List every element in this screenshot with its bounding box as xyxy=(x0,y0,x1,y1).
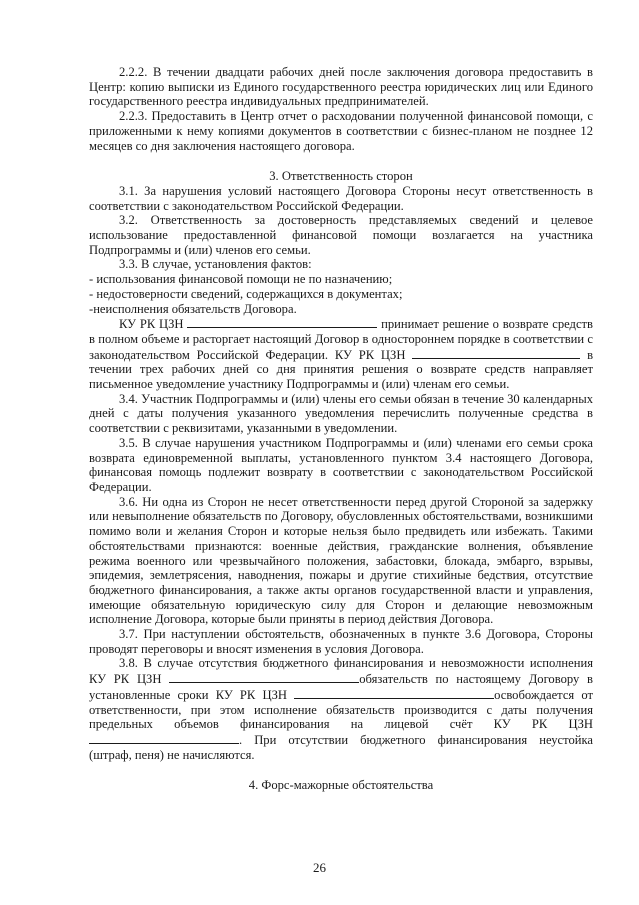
list-item: - недостоверности сведений, содержащихся в документах; xyxy=(89,286,403,301)
org-name: КУ РК ЦЗН xyxy=(119,317,184,332)
fill-in-blank xyxy=(89,732,239,744)
list-item: - использования финансовой помощи не по назначению; xyxy=(89,272,393,287)
clause-3-3-decision xyxy=(89,316,593,392)
clause-3-8 xyxy=(89,656,593,762)
fill-in-blank xyxy=(294,687,494,699)
clause-3-5: 3.5. В случае нарушения участником Подпрограммы и (или) членами его семьи срока возврата единовременной выплаты, установленного пунктом 3.4 настоящего Договора, финансовая помощь подлежит возврату в соответствии с законодательством Российской Федерации. xyxy=(89,435,593,494)
clause-text: . При отсутствии бюджетного финансирования неустойка (штраф, пеня) не начисляются. xyxy=(89,732,593,762)
clause-2-2-3: 2.2.3. Предоставить в Центр отчет о расходовании полученной финансовой помощи, с приложенными к нему копиями документов в соответствии с бизнес-планом не позднее 12 месяцев со дня заключения настоящего договора. xyxy=(89,109,593,153)
clause-3-7: 3.7. При наступлении обстоятельств, обозначенных в пункте 3.6 Договора, Стороны проводят переговоры и вносят изменения в условия Договора. xyxy=(89,627,593,656)
fill-in-blank xyxy=(412,347,580,359)
document-page xyxy=(89,65,593,793)
clause-3-4: 3.4. Участник Подпрограммы и (или) члены его семьи обязан в течение 30 календарных дней с даты получения указанного уведомления перечислить полученные средства в соответствии с реквизитами, указанными в уведомлении. xyxy=(89,391,593,436)
clause-2-2-2: 2.2.2. В течении двадцати рабочих дней после заключения договора предоставить в Центр: копию выписки из Единого государственного реестра юридических лиц или Единого государственного реестра индивидуальных предпринимателей. xyxy=(89,65,593,109)
clause-3-2: 3.2. Ответственность за достоверность представляемых сведений и целевое использование предоставленной финансовой помощи возлагается на участника Подпрограммы и (или) членов его семьи. xyxy=(89,213,593,257)
clause-3-6: 3.6. Ни одна из Сторон не несет ответственности перед другой Стороной за задержку или невыполнение обязательств по Договору, обусловленных обстоятельствами, возникшими помимо воли и желания Сторон и которые нельзя было предвидеть или избежать. Такими обстоятельствами признаются: военные действия, гражданские волнения, объявление режима военного или чрезвычайного положения, забастовки, блокада, эмбарго, взрывы, эпидемия, землетрясения, наводнения, пожары и другие стихийные бедствия, отсутствие бюджетного финансирования, а также акты органов государственной власти и управления, имеющие обязательную юридическую силу для Сторон и делающие невозможным исполнение Договора, которые были приняты в период действия Договора. xyxy=(89,494,593,627)
clause-text: обязательств по настоящему Договору в установленные сроки КУ РК ЦЗН xyxy=(89,672,593,702)
section-3-title: 3. Ответственность сторон xyxy=(269,169,413,184)
clause-text: в течении трех рабочих дней со дня принятия решения о возврате средств направляет письменное уведомление участнику Подпрограммы и (или) членам его семьи. xyxy=(89,347,594,392)
list-item: -неисполнения обязательств Договора. xyxy=(89,301,297,316)
clause-3-1: 3.1. За нарушения условий настоящего Договора Стороны несут ответственность в соответствии с законодательством Российской Федерации. xyxy=(89,183,593,213)
fill-in-blank xyxy=(169,671,359,683)
clause-3-3: 3.3. В случае, установления фактов: xyxy=(119,257,312,272)
clause-text: принимает решение о возврате средств в полном объеме и расторгает настоящий Договор в одностороннем порядке в соответствии с законодательством Российской Федерации. КУ РК ЦЗН xyxy=(89,317,594,362)
fill-in-blank xyxy=(187,316,377,328)
clause-text: 3.8. В случае отсутствия бюджетного финансирования и невозможности исполнения КУ РК ЦЗН xyxy=(89,656,593,687)
clause-text: освобождается от ответственности, при этом исполнение обязательств производится с даты получения предельных объемов финансирования на лицевой счёт КУ РК ЦЗН xyxy=(89,687,593,732)
section-4-title: 4. Форс-мажорные обстоятельства xyxy=(248,778,434,793)
page-number: 26 xyxy=(313,860,326,875)
